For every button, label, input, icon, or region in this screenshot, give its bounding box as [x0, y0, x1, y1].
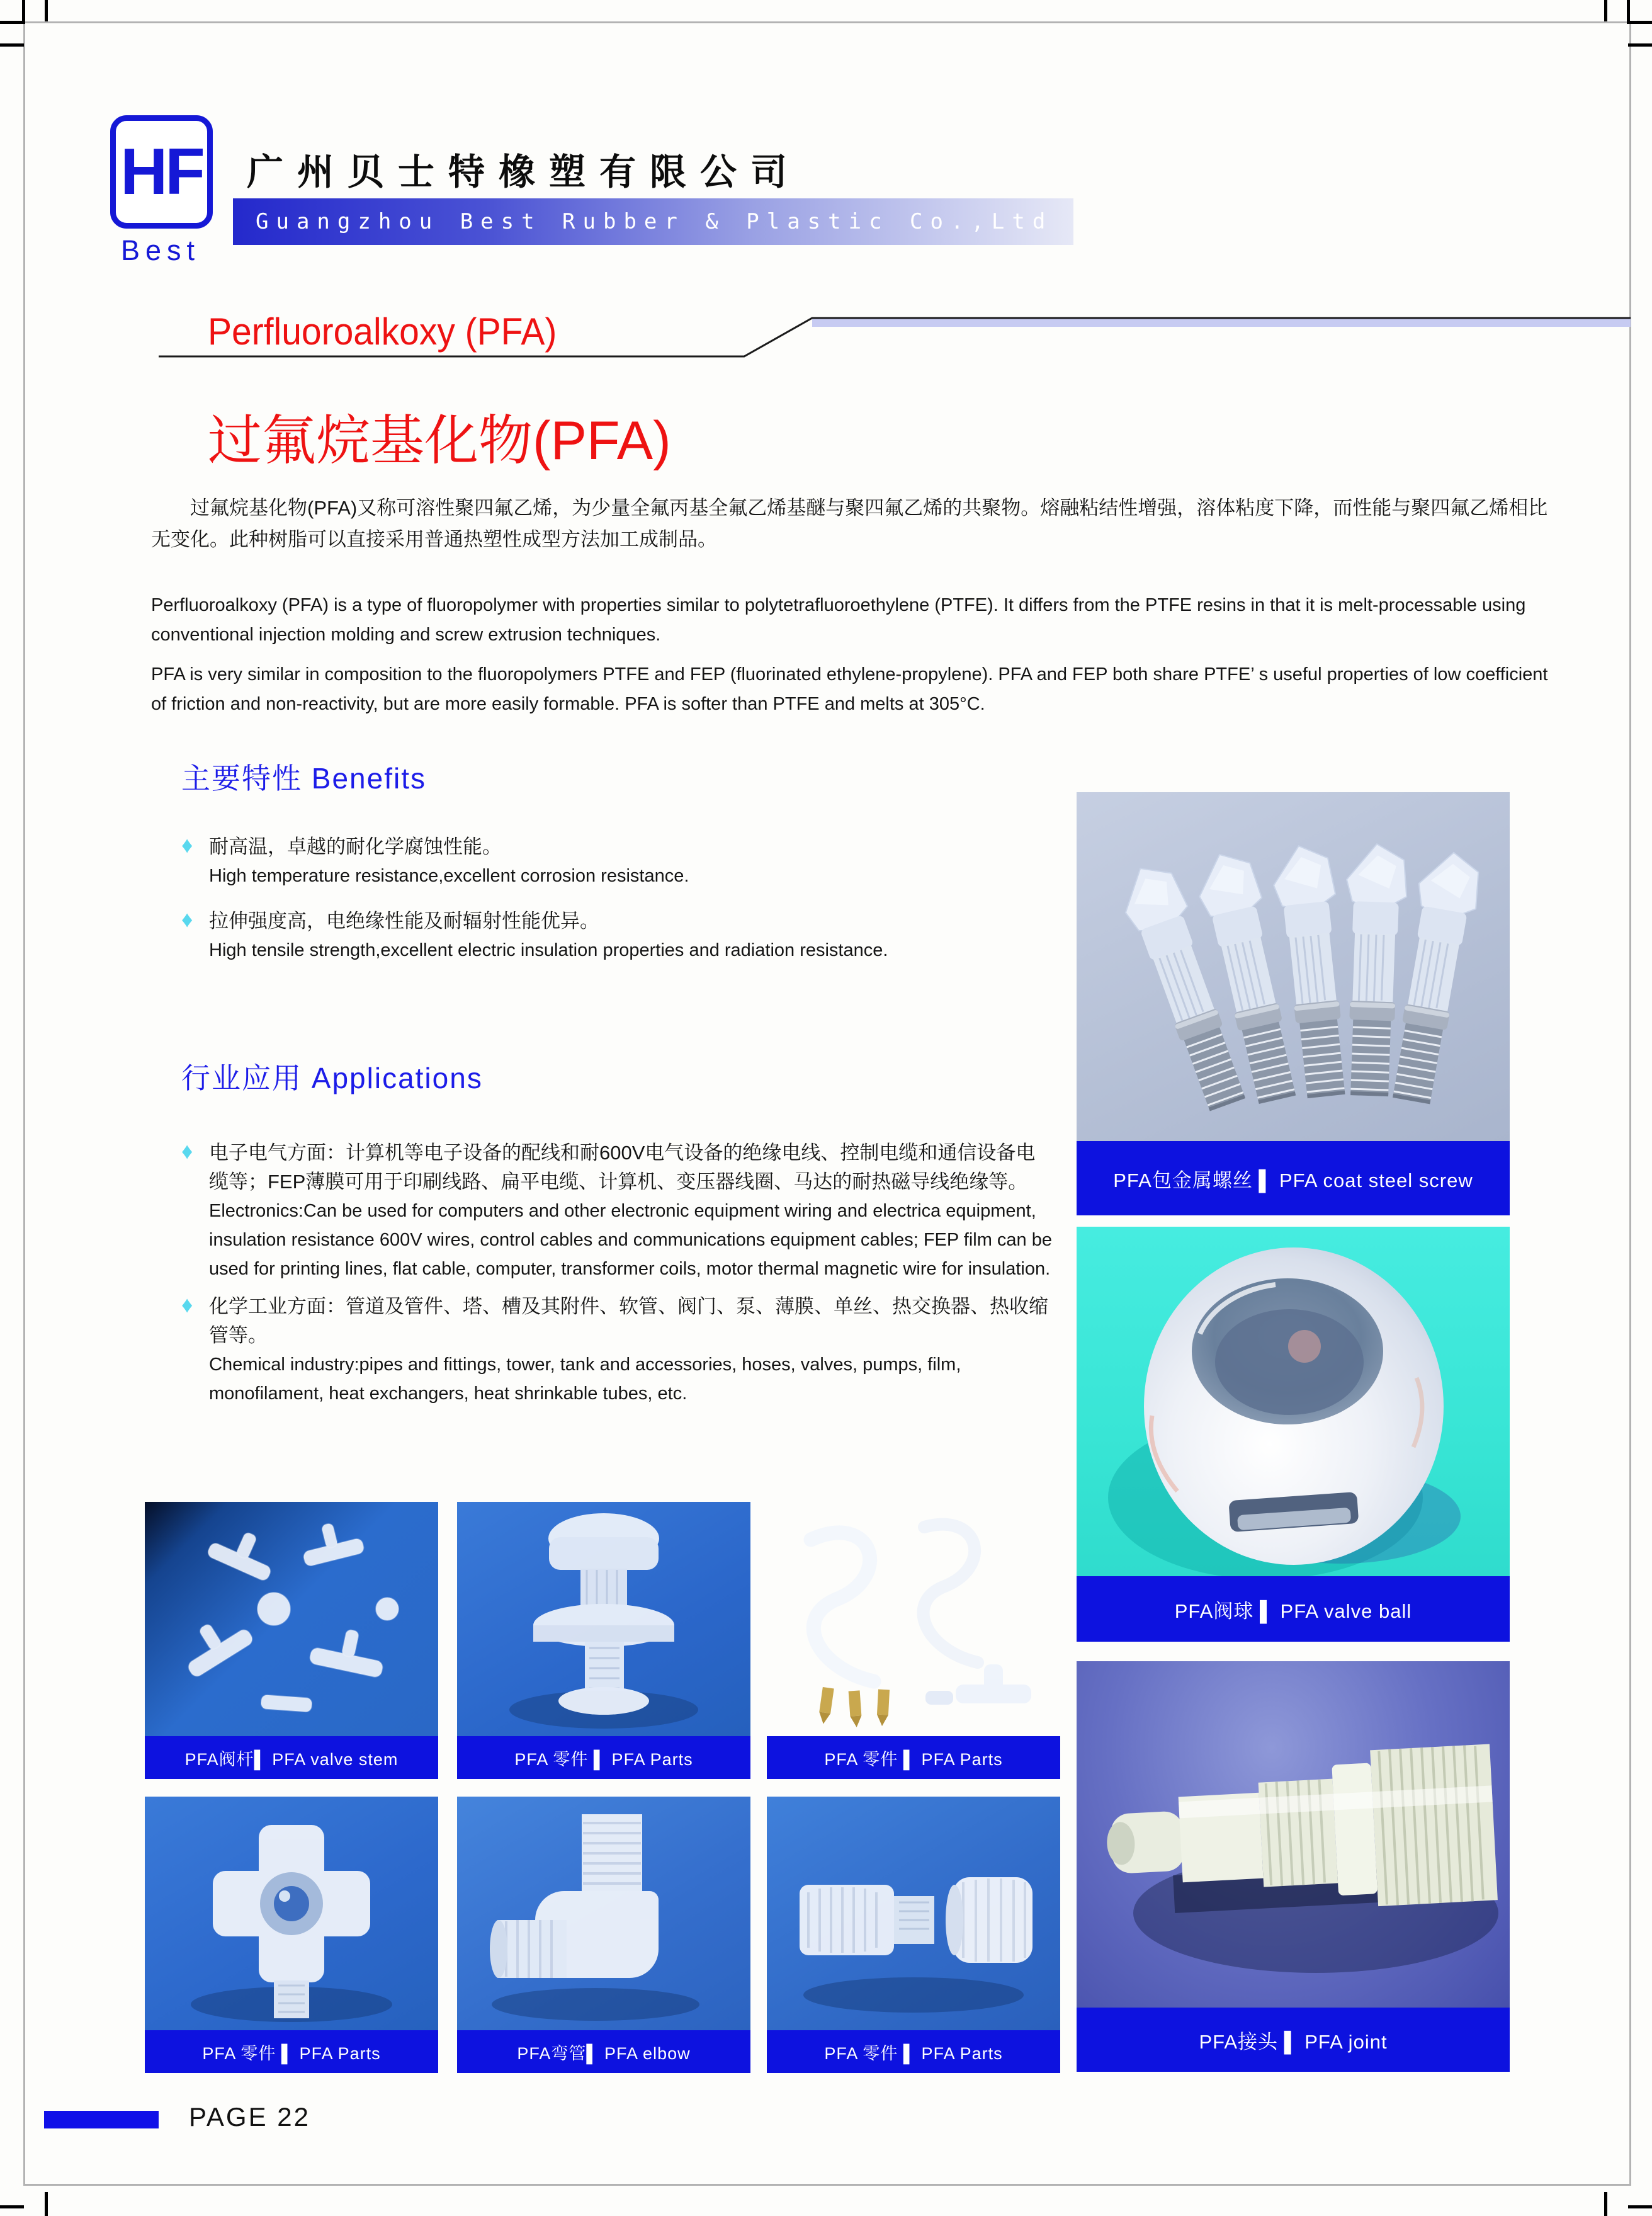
- caption-grid-6: [767, 2030, 1060, 2073]
- crop-mark: [45, 0, 48, 21]
- crop-mark: [0, 21, 24, 24]
- caption-text: PFA弯管▌ PFA elbow: [517, 2043, 691, 2063]
- page-title-en: Perfluoroalkoxy (PFA): [208, 310, 557, 353]
- caption-text: PFA 零件 ▌ PFA Parts: [824, 2043, 1003, 2063]
- caption-text: PFA 零件 ▌ PFA Parts: [514, 1749, 693, 1769]
- caption-grid-5: [457, 2030, 750, 2073]
- page-border-top: [23, 21, 1629, 23]
- caption-text: PFA阀球 ▌ PFA valve ball: [1174, 1599, 1412, 1622]
- caption-pfa-joint: [1077, 2008, 1510, 2072]
- caption-text: PFA包金属螺丝 ▌ PFA coat steel screw: [1113, 1169, 1473, 1191]
- footer-accent-bar: [44, 2111, 159, 2128]
- benefit-text-en: High tensile strength,excellent electric insulation properties and radiation resistance.: [209, 940, 888, 960]
- application-text-en: Chemical industry:pipes and fittings, tower, tank and accessories, hoses, valves, pumps, film, monofilament, heat exchangers, heat shrinkable tubes, etc.: [209, 1355, 961, 1404]
- benefit-text-zh: 耐高温，卓越的耐化学腐蚀性能。: [209, 836, 502, 858]
- logo-best-text: Best: [121, 234, 201, 266]
- company-name-zh: 广州贝士特橡塑有限公司: [247, 152, 801, 193]
- application-text-en: Electronics:Can be used for computers and other electronic equipment wiring and electrica equipment, insulation resistance 600V wires, control cables and communications equipment cables; FEP film can be used for printing lines, flat cable, computer, transformer coils, motor thermal magnetic wire for insulation.: [209, 1201, 1052, 1279]
- caption-grid-2: [457, 1736, 750, 1779]
- intro-paragraph-zh: 过氟烷基化物(PFA)又称可溶性聚四氟乙烯，为少量全氟丙基全氟乙烯基醚与聚四氟乙烯的共聚物。熔融粘结性增强，溶体粘度下降，而性能与聚四氟乙烯相比无变化。此种树脂可以直接采用普通热塑性成型方法加工成制品。: [151, 497, 1548, 550]
- crop-mark: [0, 2205, 24, 2208]
- diamond-bullet-icon: ♦: [181, 1292, 193, 1317]
- intro-paragraph-en-2: PFA is very similar in composition to the fluoropolymers PTFE and FEP (fluorinated ethylene-propylene). PFA and FEP both share PTFE’ s useful properties of low coefficient of friction and non-reactivity, but are more easily formable. PFA is softer than PTFE and melts at 305°C.: [151, 664, 1548, 714]
- benefit-text-zh: 拉伸强度高，电绝缘性能及耐辐射性能优异。: [209, 910, 599, 932]
- crop-mark: [1628, 21, 1652, 24]
- company-name-en: Guangzhou Best Rubber & Plastic Co.,Ltd: [256, 209, 1053, 234]
- crop-mark: [1628, 43, 1652, 47]
- caption-text: PFA阀杆▌ PFA valve stem: [184, 1749, 399, 1769]
- diamond-bullet-icon: ♦: [181, 906, 193, 932]
- benefit-text-en: High temperature resistance,excellent corrosion resistance.: [209, 866, 689, 886]
- crop-mark: [1604, 2192, 1607, 2216]
- pfa-coat-steel-screw-photo: [1077, 792, 1510, 1141]
- company-name-en-band: [233, 198, 1073, 245]
- benefits-heading: 主要特性 Benefits: [181, 762, 426, 795]
- pfa-joint-photo: [1077, 1661, 1510, 2008]
- diamond-bullet-icon: ♦: [181, 1138, 193, 1164]
- page-border-bottom: [23, 2184, 1629, 2186]
- pfa-valve-ball-photo: [1077, 1227, 1510, 1576]
- caption-grid-4: [145, 2030, 438, 2073]
- benefit-item: [181, 832, 1056, 890]
- benefit-item: [181, 907, 1056, 965]
- caption-pfa-coat-steel-screw: [1077, 1141, 1510, 1215]
- application-item: [181, 1139, 1053, 1283]
- pfa-valve-stem-photo: [145, 1502, 438, 1736]
- applications-heading: 行业应用 Applications: [181, 1062, 483, 1094]
- page-title-zh: 过氟烷基化物(PFA): [208, 411, 671, 471]
- application-text-zh: 电子电气方面：计算机等电子设备的配线和耐600V电气设备的绝缘电线、控制电缆和通信设备电缆等；FEP薄膜可用于印刷线路、扁平电缆、计算机、变压器线圈、马达的耐热磁导线绝缘等。: [209, 1142, 1036, 1193]
- pfa-elbow-photo: [457, 1797, 750, 2030]
- caption-text: PFA 零件 ▌ PFA Parts: [824, 1749, 1003, 1769]
- crop-mark: [1604, 0, 1607, 21]
- crop-mark: [0, 43, 24, 47]
- pfa-parts-photo: [767, 1502, 1060, 1736]
- page-number: PAGE 22: [189, 2102, 310, 2132]
- caption-text: PFA接头 ▌ PFA joint: [1199, 2030, 1388, 2053]
- pfa-parts-photo: [457, 1502, 750, 1736]
- caption-grid-1: [145, 1736, 438, 1779]
- crop-mark: [45, 2192, 48, 2216]
- intro-paragraph-en-1: Perfluoroalkoxy (PFA) is a type of fluoropolymer with properties similar to polytetrafluoroethylene (PTFE). It differs from the PTFE resins in that it is melt-processable using conventional injection molding and screw extrusion techniques.: [151, 595, 1526, 645]
- caption-grid-3: [767, 1736, 1060, 1779]
- application-text-zh: 化学工业方面：管道及管件、塔、槽及其附件、软管、阀门、泵、薄膜、单丝、热交换器、热收缩管等。: [209, 1295, 1048, 1346]
- logo-hf-text: HF: [120, 135, 203, 208]
- caption-text: PFA 零件 ▌ PFA Parts: [202, 2043, 381, 2063]
- pfa-parts-photo: [767, 1797, 1060, 2030]
- pfa-parts-photo: [145, 1797, 438, 2030]
- diamond-bullet-icon: ♦: [181, 832, 193, 858]
- title-rule-decoration: [0, 302, 1652, 390]
- crop-mark: [1628, 2205, 1652, 2208]
- company-logo: [110, 115, 213, 229]
- caption-pfa-valve-ball: [1077, 1576, 1510, 1642]
- application-item: [181, 1292, 1053, 1408]
